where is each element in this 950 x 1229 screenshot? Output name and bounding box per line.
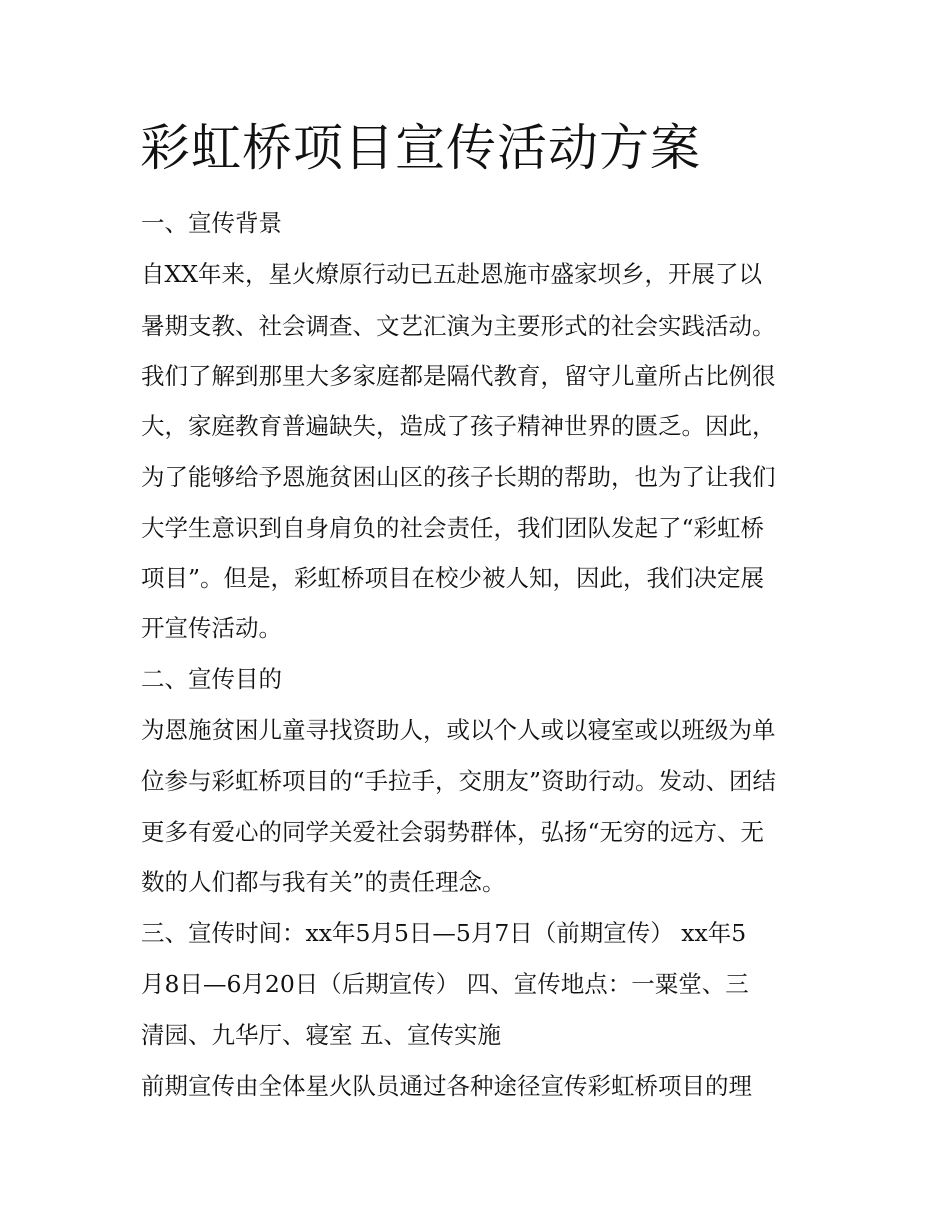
- section-heading: 二、宣传目的: [141, 665, 282, 693]
- body-line: 数的人们都与我有关”的责任理念。: [141, 868, 506, 896]
- body-line: 自XX年来，星火燎原行动已五赴恩施市盛家坝乡，开展了以: [141, 260, 762, 288]
- body-line: 位参与彩虹桥项目的“手拉手，交朋友”资助行动。发动、团结: [141, 767, 777, 795]
- body-line: 我们了解到那里大多家庭都是隔代教育，留守儿童所占比例很: [141, 362, 776, 390]
- body-line: 大，家庭教育普遍缺失，造成了孩子精神世界的匮乏。因此，: [141, 412, 776, 440]
- body-line: 更多有爱心的同学关爱社会弱势群体，弘扬“无穷的远方、无: [141, 818, 765, 846]
- body-line: 前期宣传由全体星火队员通过各种途径宣传彩虹桥项目的理: [141, 1072, 752, 1100]
- body-line: 项目”。但是，彩虹桥项目在校少被人知，因此，我们决定展: [141, 564, 765, 592]
- body-line: 三、宣传时间：xx年5月5日—5月7日（前期宣传） xx年5: [141, 919, 747, 947]
- body-line: 大学生意识到自身肩负的社会责任，我们团队发起了“彩虹桥: [141, 514, 765, 542]
- body-line: 月8日—6月20日（后期宣传） 四、宣传地点：一粟堂、三: [141, 970, 749, 998]
- body-line: 开宣传活动。: [141, 614, 282, 642]
- body-line: 清园、九华厅、寝室 五、宣传实施: [141, 1021, 501, 1049]
- page-title: 彩虹桥项目宣传活动方案: [140, 119, 701, 177]
- body-line: 为恩施贫困儿童寻找资助人，或以个人或以寝室或以班级为单: [141, 716, 776, 744]
- section-heading: 一、宣传背景: [141, 209, 282, 237]
- body-line: 暑期支教、社会调查、文艺汇演为主要形式的社会实践活动。: [141, 312, 776, 340]
- body-line: 为了能够给予恩施贫困山区的孩子长期的帮助，也为了让我们: [141, 463, 776, 491]
